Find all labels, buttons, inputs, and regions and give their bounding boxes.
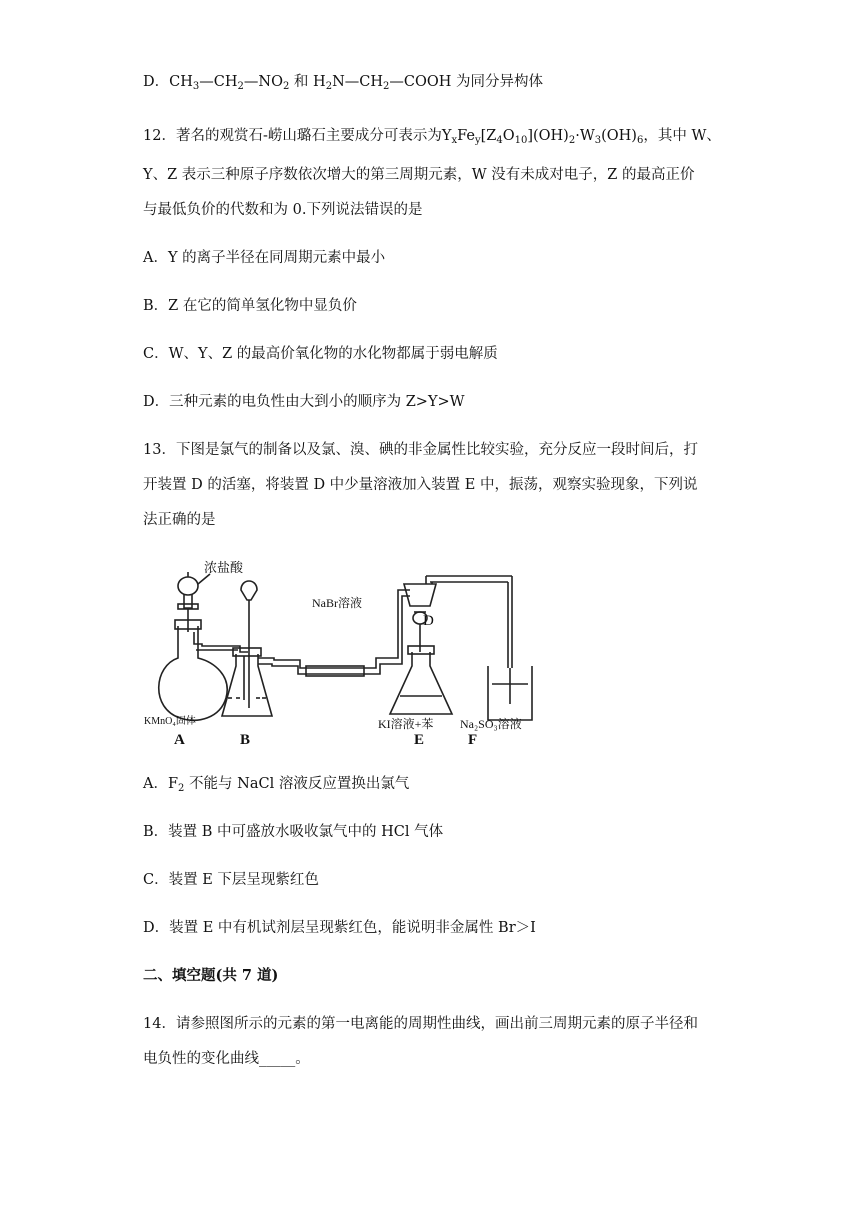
funnel-a — [178, 577, 198, 595]
funnel-d — [404, 584, 436, 606]
label-kmno4: KMnO₄固体 — [144, 716, 196, 727]
q12-option-c: C．W、Y、Z 的最高价氧化物的水化物都属于弱电解质 — [143, 346, 498, 362]
formula-part: Y — [441, 128, 452, 144]
formula-part: [Z — [480, 128, 497, 144]
subscript: y — [474, 135, 481, 146]
q13-stem-line2: 开装置 D 的活塞，将装置 D 中少量溶液加入装置 E 中，振荡，观察实验现象，下列说 — [143, 477, 698, 493]
q13-option-b: B．装置 B 中可盛放水吸收氯气中的 HCl 气体 — [143, 824, 444, 840]
q14-stem-line2: 电负性的变化曲线_____。 — [143, 1051, 310, 1067]
subscript: 2 — [178, 783, 185, 794]
q13-opta-text: 不能与 NaCl 溶液反应置换出氯气 — [184, 776, 410, 792]
q11-optd-text: —CH — [199, 74, 238, 90]
subscript: 10 — [514, 135, 528, 146]
q12-option-a: A．Y 的离子半径在同周期元素中最小 — [143, 250, 386, 266]
apparatus-diagram — [140, 548, 540, 748]
q11-optd-text: D．CH — [143, 74, 193, 90]
label-e: E — [414, 732, 425, 748]
subscript: 4 — [496, 135, 503, 146]
section-title: 二、填空题(共 7 道) — [143, 967, 279, 984]
q12-text: 12．著名的观赏石-崂山璐石主要成分可表示为 — [143, 128, 442, 144]
q11-option-d — [143, 71, 543, 98]
q13-stem-line1: 13．下图是氯气的制备以及氯、溴、碘的非金属性比较实验，充分反应一段时间后，打 — [143, 442, 698, 458]
q11-optd-text: —NO — [243, 74, 283, 90]
label-nabr: NaBr溶液 — [312, 596, 362, 610]
label-conc-hcl: 浓盐酸 — [204, 560, 244, 575]
q12-option-d: D．三种元素的电负性由大到小的顺序为 Z>Y>W — [143, 394, 465, 410]
subscript: 3 — [192, 81, 200, 92]
q12-option-b: B．Z 在它的简单氢化物中显负价 — [143, 298, 357, 314]
flask-a — [159, 626, 227, 720]
formula-part: ·W — [575, 128, 595, 144]
label-a: A — [174, 732, 185, 748]
label-f: F — [468, 732, 478, 748]
q13-opta-text: A．F — [143, 776, 179, 792]
q12-stem-line3: 与最低负价的代数和为 0.下列说法错误的是 — [143, 202, 423, 218]
label-d: D — [423, 613, 434, 629]
formula-part: Fe — [457, 128, 475, 144]
subscript: 6 — [636, 135, 644, 146]
subscript: 2 — [325, 81, 333, 92]
q11-optd-text: N—CH — [332, 74, 384, 90]
subscript: 2 — [237, 81, 244, 92]
formula-part: ](OH) — [527, 128, 569, 144]
q13-option-a — [143, 773, 409, 800]
q11-optd-text: —COOH 为同分异构体 — [389, 74, 544, 90]
q13-stem-line3: 法正确的是 — [143, 512, 216, 528]
label-na2so3: Na₂SO₃溶液 — [460, 717, 522, 731]
q13-option-d: D．装置 E 中有机试剂层呈现紫红色，能说明非金属性 Br＞I — [143, 920, 536, 936]
label-b: B — [240, 732, 251, 748]
q12-stem-line2: Y、Z 表示三种原子序数依次增大的第三周期元素，W 没有未成对电子，Z 的最高正价 — [143, 167, 695, 183]
q13-option-c: C．装置 E 下层呈现紫红色 — [143, 872, 319, 888]
q14-stem-line1: 14．请参照图所示的元素的第一电离能的周期性曲线，画出前三周期元素的原子半径和 — [143, 1016, 698, 1032]
q12-stem-line1 — [143, 125, 721, 152]
q12-text: ，其中 W、 — [643, 128, 721, 144]
flask-e — [390, 652, 452, 714]
mineral-formula — [442, 128, 643, 144]
subscript: 2 — [282, 81, 290, 92]
q11-optd-text: 和 H — [289, 74, 326, 90]
formula-part: O — [502, 128, 515, 144]
subscript: 2 — [383, 81, 390, 92]
tube-a-b — [194, 632, 248, 652]
formula-part: (OH) — [601, 128, 637, 144]
subscript: 3 — [594, 135, 602, 146]
label-ki-benzene: KI溶液+苯 — [378, 717, 434, 731]
apparatus-figure — [140, 548, 540, 748]
subscript: x — [451, 135, 458, 146]
subscript: 2 — [568, 135, 576, 146]
